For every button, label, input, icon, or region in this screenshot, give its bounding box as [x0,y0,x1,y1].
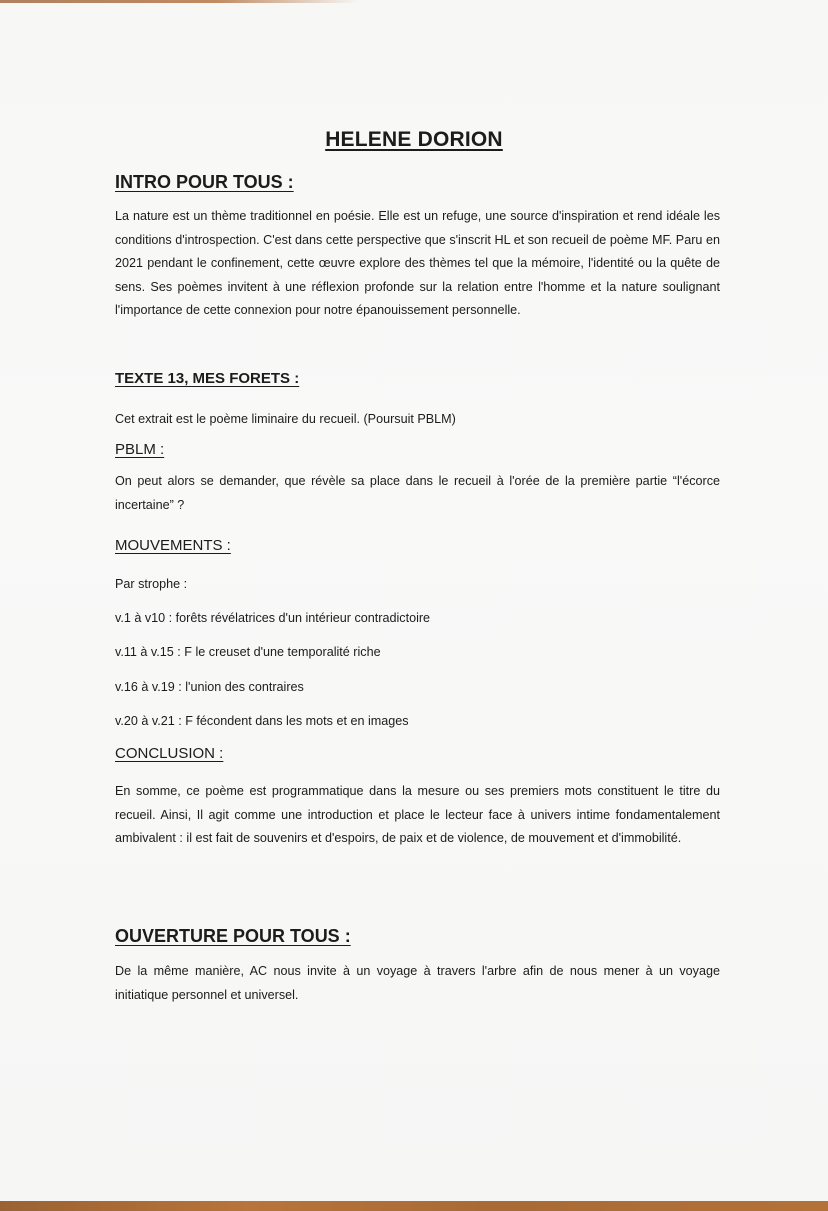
conclusion-paragraph: En somme, ce poème est programmatique dans la mesure ou ses premiers mots constituent le titre du recueil. Ainsi, Il agit comme une introduction et place le lecteur face à univers intime fondamentalement ambivalent : il est fait de souvenirs et d'espoirs, de paix et de violence, de mouvement et d'immobilité. [115,784,720,845]
ouverture-heading: OUVERTURE POUR TOUS : [115,926,351,946]
pblm-paragraph: On peut alors se demander, que révèle sa place dans le recueil à l'orée de la première partie “l'écorce incertaine” ? [115,474,720,512]
texte-heading: TEXTE 13, MES FORETS : [115,370,300,387]
mouvement-item: v.11 à v.15 : F le creuset d'une temporalité riche [115,645,381,659]
ouverture-paragraph: De la même manière, AC nous invite à un voyage à travers l'arbre afin de nous mener à un voyage initiatique personnel et universel. [115,964,720,1002]
mouvement-item: v.1 à v10 : forêts révélatrices d'un intérieur contradictoire [115,611,431,625]
mouvements-heading: MOUVEMENTS : [115,537,231,554]
texte-paragraph: Cet extrait est le poème liminaire du recueil. (Poursuit PBLM) [115,412,456,426]
mouvement-item: v.20 à v.21 : F fécondent dans les mots et en images [115,714,409,728]
mouvement-item: v.16 à v.19 : l'union des contraires [115,680,304,694]
pblm-heading: PBLM : [115,441,165,458]
mouvements-intro: Par strophe : [115,577,188,591]
intro-paragraph: La nature est un thème traditionnel en poésie. Elle est un refuge, une source d'inspiration et rend idéale les conditions d'introspection. C'est dans cette perspective que s'inscrit HL et son recueil de poème MF. Paru en 2021 pendant le confinement, cette œuvre explore des thèmes tel que la mémoire, l'identité ou la quête de sens. Ses poèmes invitent à une réflexion profonde sur la relation entre l'homme et la nature soulignant l'importance de cette connexion pour notre épanouissement personnelle. [115,209,720,317]
table-edge-top [0,0,360,3]
intro-heading: INTRO POUR TOUS : [115,172,294,192]
document-title: HELENE DORION [325,128,503,151]
conclusion-heading: CONCLUSION : [115,745,224,762]
table-edge-bottom [0,1201,828,1211]
